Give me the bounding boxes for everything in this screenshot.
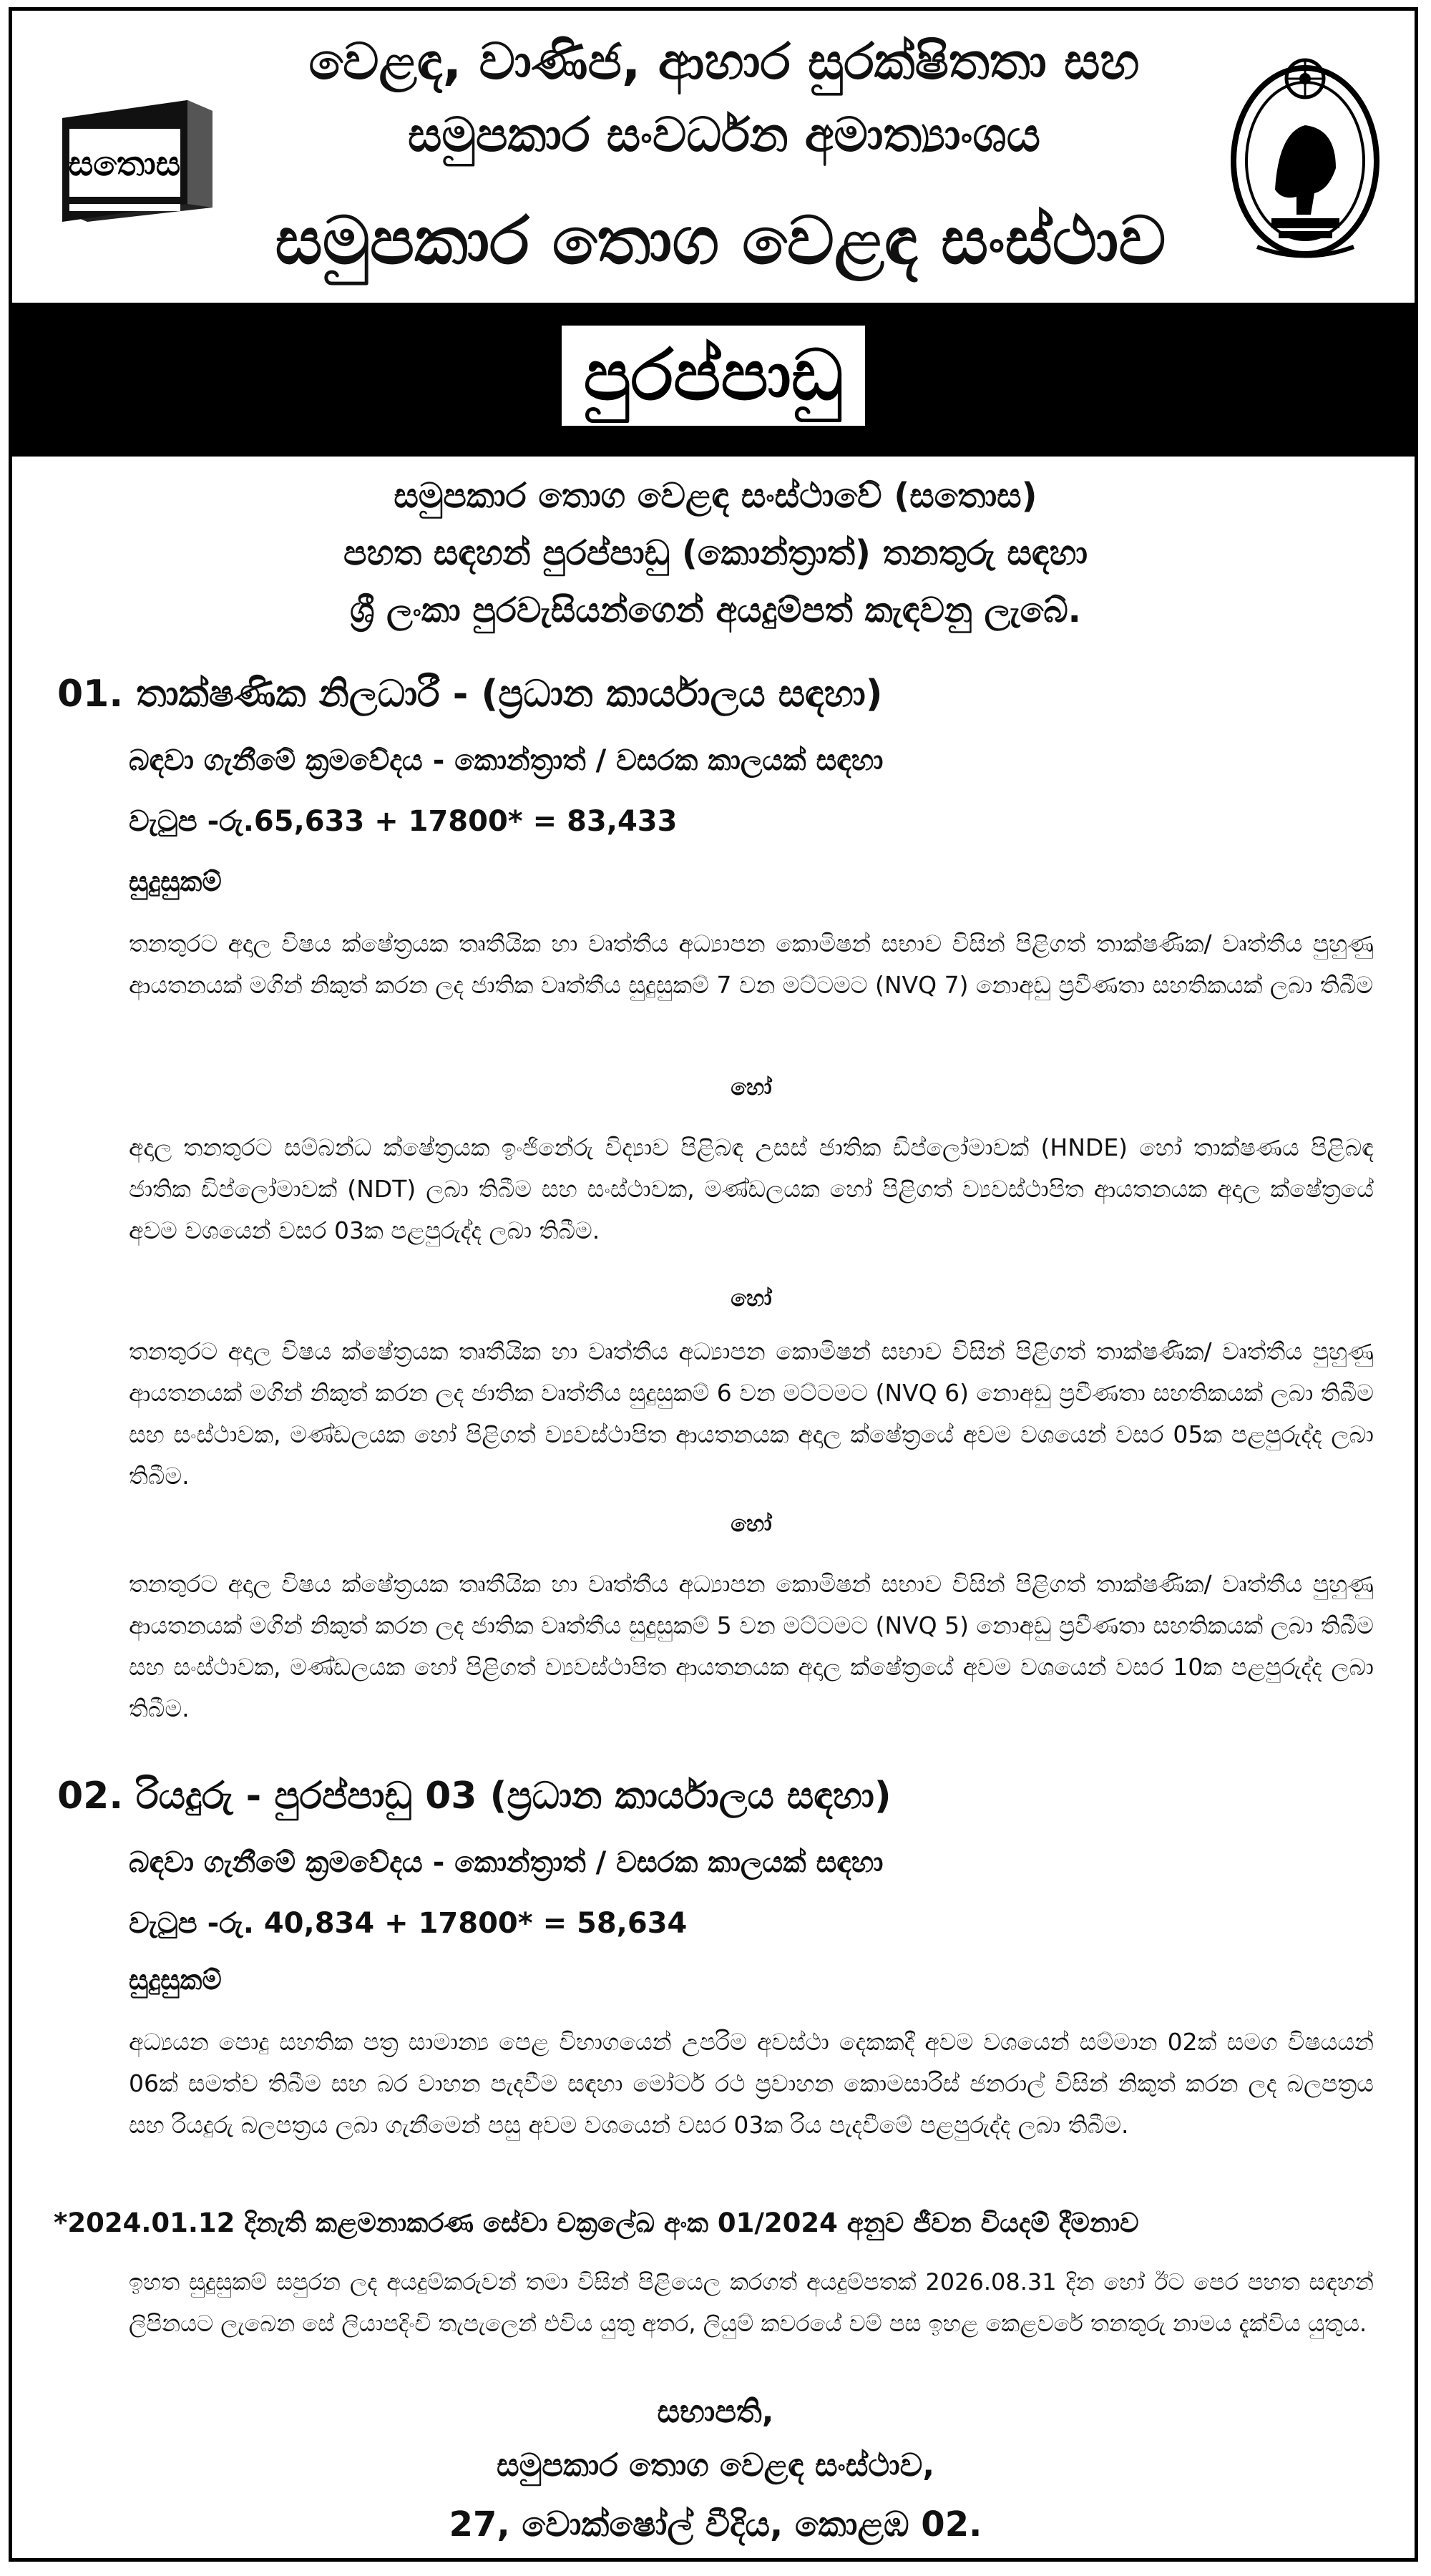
position-1-qualification-option-1: තනතුරට අදාල විෂය ක්ෂේත්‍රයක තෘතීයික හා වෘත්තීය අධ්‍යාපන කොමිෂන් සභාව විසින් පිළිගත් තාක්ෂණික/ වෘත්තීය පුහුණු ආයතනයක් මගින් නිකුත් කරන ලද ජාතික වෘත්තීය සුදුසුකම් 7 වන මට්ටමට (NVQ 7) නොඅඩු ප්‍රවීණතා සහතිකයක් ලබා තිබීම	[129, 930, 1374, 999]
header	[12, 11, 1415, 303]
position-1-qualification-option-2: අදාල තනතුරට සම්බන්ධ ක්ෂේත්‍රයක ඉංජිනේරු විද්‍යාව පිළිබඳ උසස් ජාතික ඩිප්ලෝමාවක් (HNDE) හෝ තාක්ෂණය පිළිබඳ ජාතික ඩිප්ලෝමාවක් (NDT) ලබා තිබීම සහ සංස්ථාවක, මණ්ඩලයක හෝ පිළිගත් ව්‍යවස්ථාපිත ආයතනයක අදාල ක්ෂේත්‍රයේ අවම වශයෙන් වසර 03ක පළපුරුද්ද ලබා තිබීම.	[129, 1133, 1374, 1244]
position-2-recruitment: බඳවා ගැනීමේ ක්‍රමවේදය - කොන්ත්‍රාත් / වසරක කාලයක් සඳහා	[129, 1846, 884, 1879]
organization-name: සමුපකාර තොග වෙළඳ සංස්ථාව	[275, 203, 1166, 279]
signature-title: සභාපති,	[657, 2394, 774, 2430]
intro-line3: ශ්‍රී ලංකා පුරවැසියන්ගෙන් අයදුම්පත් කැඳවනු ලැබේ.	[350, 590, 1081, 630]
position-2-qualification-option-1: අධ්‍යයන පොදු සහතික පත්‍ර සාමාන්‍ය පෙළ විභාගයෙන් උපරිම අවස්ථා දෙකකදී අවම වශයෙන් සම්මාන 02ක් සමග විෂයයන් 06ක් සමත්ව තිබීම සහ බර වාහන පැදවීම සඳහා මෝටර් රථ ප්‍රවාහන කොමසාරිස් ජනරාල් විසින් නිකුත් කරන ලද බලපත්‍රය සහ රියදුරු බලපත්‍රය ලබා ගැනීමෙන් පසු අවම වශයෙන් වසර 03ක රිය පැදවීමේ පළපුරුද්ද ලබා තිබීම.	[129, 2028, 1374, 2139]
sathosa-logo	[48, 89, 223, 233]
ministry-name-line1: වෙළඳ, වාණිජ, ආහාර සුරක්ෂිතතා සහ	[308, 32, 1140, 91]
position-2-salary: වැටුප -රු. 40,834 + 17800* = 58,634	[129, 1907, 688, 1940]
position-1-salary: වැටුප -රු.65,633 + 17800* = 83,433	[129, 805, 678, 838]
or-separator: හෝ	[731, 1073, 772, 1101]
position-1-qualification-option-4: තනතුරට අදාල විෂය ක්ෂේත්‍රයක තෘතීයික හා වෘත්තීය අධ්‍යාපන කොමිෂන් සභාව විසින් පිළිගත් තාක්ෂණික/ වෘත්තීය පුහුණු ආයතනයක් මගින් නිකුත් කරන ලද ජාතික වෘත්තීය සුදුසුකම් 5 වන මට්ටමට (NVQ 5) නොඅඩු ප්‍රවීණතා සහතිකයක් ලබා තිබීම සහ සංස්ථාවක, මණ්ඩලයක හෝ පිළිගත් ව්‍යවස්ථාපිත ආයතනයක අදාල ක්ෂේත්‍රයේ අවම වශයෙන් වසර 10ක පළපුරුද්ද ලබා තිබීම.	[129, 1570, 1374, 1722]
banner-title: පුරප්පාඩු	[562, 326, 864, 426]
ministry-name-line2: සමුපකාර සංවර්ධන අමාත්‍යාංශය	[407, 107, 1041, 162]
svg-text:සතොස: සතොස	[68, 144, 181, 184]
position-2-title: 02. රියදුරු - පුරප්පාඩු 03 (ප්‍රධාන කාර්යාලය සඳහා)	[57, 1775, 892, 1818]
position-1-qualification-option-3: තනතුරට අදාල විෂය ක්ෂේත්‍රයක තෘතීයික හා වෘත්තීය අධ්‍යාපන කොමිෂන් සභාව විසින් පිළිගත් තාක්ෂණික/ වෘත්තීය පුහුණු ආයතනයක් මගින් නිකුත් කරන ලද ජාතික වෘත්තීය සුදුසුකම් 6 වන මට්ටමට (NVQ 6) නොඅඩු ප්‍රවීණතා සහතිකයක් ලබා තිබීම සහ සංස්ථාවක, මණ්ඩලයක හෝ පිළිගත් ව්‍යවස්ථාපිත ආයතනයක අදාල ක්ෂේත්‍රයේ අවම වශයෙන් වසර 05ක පළපුරුද්ද ලබා තිබීම.	[129, 1337, 1374, 1490]
position-2-qualifications-label: සුදුසුකම්	[129, 1964, 222, 1996]
intro-line2: පහත සඳහන් පුරප්පාඩු (කොන්ත්‍රාත්) තනතුරු සඳහා	[343, 533, 1088, 573]
position-1-recruitment: බඳවා ගැනීමේ ක්‍රමවේදය - කොන්ත්‍රාත් / වසරක කාලයක් සඳහා	[129, 744, 884, 777]
signature-organization: සමුපකාර තොග වෙළඳ සංස්ථාව,	[496, 2447, 935, 2484]
intro-line1: සමුපකාර තොග වෙළඳ සංස්ථාවේ (සතොස)	[394, 476, 1037, 516]
or-separator: හෝ	[731, 1284, 772, 1312]
allowance-note: *2024.01.12 දිනැති කළමනාකරණ සේවා චක්‍රලේඛ අංක 01/2024 අනුව ජීවන වියදම් දීමනාව	[54, 2207, 1139, 2238]
or-separator: හෝ	[731, 1510, 772, 1537]
signature-address: 27, වොක්ෂෝල් වීදිය, කොළඹ 02.	[449, 2504, 982, 2545]
national-emblem-icon	[1229, 47, 1382, 268]
application-instructions: ඉහත සුදුසුකම් සපුරන ලද අයදුම්කරුවන් තමා විසින් පිළියෙල කරගත් අයදුම්පතක් 2026.08.31 දින හෝ ඊට පෙර පහත සඳහන් ලිපිනයට ලැබෙන සේ ලියාපදිංචි තැපැලෙන් එවිය යුතු අතර, ලියුම් කවරයේ වම් පස ඉහළ කෙළවරේ තනතුරු නාමය දැක්විය යුතුය.	[129, 2268, 1374, 2337]
position-1-qualifications-label: සුදුසුකම්	[129, 866, 222, 897]
title-banner	[12, 303, 1415, 457]
position-1-title: 01. තාක්ෂණික නිලධාරී - (ප්‍රධාන කාර්යාලය සඳහා)	[57, 673, 883, 716]
